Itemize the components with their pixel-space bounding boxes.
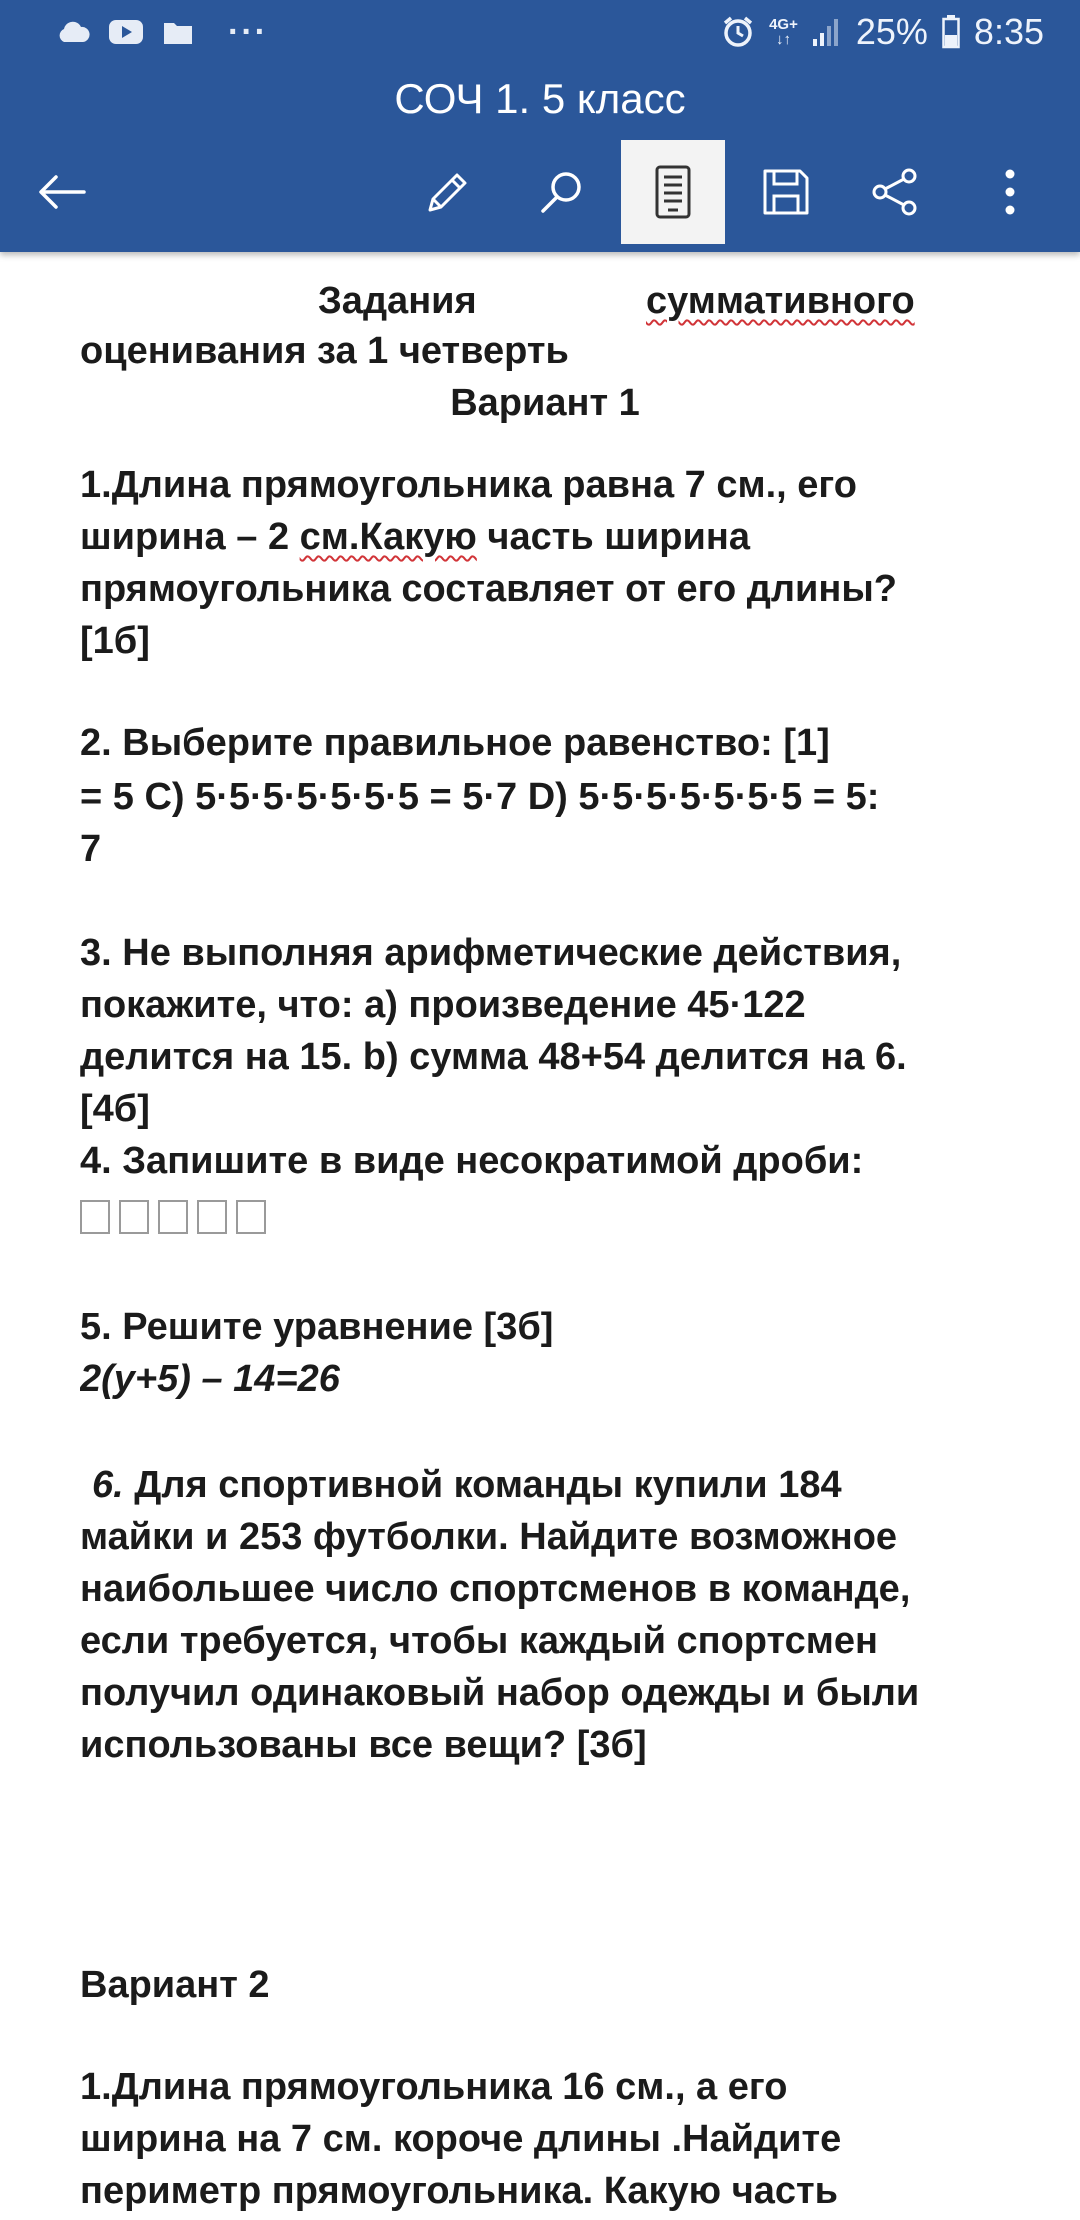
youtube-icon bbox=[108, 18, 144, 46]
q6-number: 6. bbox=[92, 1464, 124, 1506]
status-overflow: ··· bbox=[228, 12, 268, 51]
status-bar bbox=[0, 0, 1080, 64]
v2-q1-line: 1.Длина прямоугольника 16 см., а его bbox=[80, 2066, 788, 2108]
q1-line bbox=[80, 512, 1010, 562]
q2-line: 2. Выберите правильное равенство: [1] bbox=[80, 722, 830, 764]
heading-word-1: Задания bbox=[318, 280, 477, 322]
q3-line: делится на 15. b) сумма 48+54 делится на 6. bbox=[80, 1036, 907, 1078]
clock: 8:35 bbox=[973, 11, 1044, 52]
share-icon bbox=[869, 166, 921, 218]
q6-line: получил одинаковый набор одежды и были bbox=[80, 1672, 920, 1714]
missing-glyph-box bbox=[197, 1200, 227, 1234]
v2-q1-line: ширина на 7 см. короче длины .Найдите bbox=[80, 2118, 842, 2160]
heading-line-2: оценивания за 1 четверть bbox=[80, 330, 569, 372]
battery-icon bbox=[942, 15, 960, 49]
variant-1-heading: Вариант 1 bbox=[450, 382, 640, 424]
q4-line: 4. Запишите в виде несократимой дроби: bbox=[80, 1140, 864, 1182]
q1-line: [1б] bbox=[80, 620, 150, 662]
q3-line: [4б] bbox=[80, 1088, 150, 1130]
q6-line: если требуется, чтобы каждый спортсмен bbox=[80, 1620, 878, 1662]
search-icon bbox=[536, 166, 588, 218]
share-button[interactable] bbox=[843, 140, 947, 244]
missing-glyph-box bbox=[80, 1200, 110, 1234]
mobile-view-icon bbox=[653, 164, 693, 220]
toolbar bbox=[0, 140, 1080, 244]
q1-text: ширина – 2 bbox=[80, 516, 290, 558]
q5-equation: 2(у+5) – 14=26 bbox=[80, 1358, 340, 1400]
q1-text: часть ширина bbox=[476, 516, 750, 558]
q1-line: 1.Длина прямоугольника равна 7 см., его bbox=[80, 464, 857, 506]
back-button[interactable] bbox=[10, 140, 114, 244]
save-button[interactable] bbox=[734, 140, 838, 244]
q1-misspelled: см.Какую bbox=[299, 516, 477, 558]
status-right bbox=[721, 10, 1044, 54]
mobile-view-button[interactable] bbox=[621, 140, 725, 244]
search-button[interactable] bbox=[510, 140, 614, 244]
more-vert-icon bbox=[1003, 168, 1017, 216]
q2-line: 7 bbox=[80, 828, 102, 870]
network-type: 4G+ bbox=[769, 16, 798, 33]
battery-percent: 25% bbox=[855, 11, 928, 52]
missing-glyph-box bbox=[158, 1200, 188, 1234]
document-title: СОЧ 1. 5 класс bbox=[394, 75, 686, 122]
folder-icon bbox=[162, 18, 194, 46]
q6-line: использованы все вещи? [3б] bbox=[80, 1724, 647, 1766]
save-icon bbox=[760, 166, 812, 218]
missing-glyph-box bbox=[119, 1200, 149, 1234]
q2-options: = 5 C) 5·5·5·5·5·5·5 = 5·7 D) 5·5·5·5·5·5·5 = 5: bbox=[80, 776, 880, 818]
back-arrow-icon bbox=[36, 172, 88, 212]
missing-glyph-box bbox=[236, 1200, 266, 1234]
v2-q1-line: периметр прямоугольника. Какую часть bbox=[80, 2170, 838, 2212]
edit-button[interactable] bbox=[396, 140, 500, 244]
q6-text: Для спортивной команды купили 184 bbox=[123, 1464, 842, 1506]
app-bar bbox=[0, 0, 1080, 252]
variant-2-heading: Вариант 2 bbox=[80, 1964, 270, 2006]
more-button[interactable] bbox=[958, 140, 1062, 244]
heading-word-2: суммативного bbox=[646, 280, 915, 322]
cloud-icon bbox=[56, 20, 90, 44]
alarm-icon bbox=[721, 15, 755, 49]
signal-icon bbox=[812, 17, 842, 47]
status-left-icons bbox=[56, 14, 268, 50]
network-arrows: ↓↑ bbox=[775, 31, 791, 48]
q1-line: прямоугольника составляет от его длины? bbox=[80, 568, 897, 610]
q4-placeholder-boxes bbox=[80, 1190, 1010, 1240]
q6-line bbox=[80, 1460, 1010, 1510]
q5-line: 5. Решите уравнение [3б] bbox=[80, 1306, 554, 1348]
q6-line: майки и 253 футболки. Найдите возможное bbox=[80, 1516, 898, 1558]
q3-line: 3. Не выполняя арифметические действия, bbox=[80, 932, 902, 974]
document-body[interactable] bbox=[80, 252, 1010, 2220]
q3-line: покажите, что: а) произведение 45·122 bbox=[80, 984, 806, 1026]
edit-pencil-icon bbox=[422, 166, 474, 218]
q6-line: наибольшее число спортсменов в команде, bbox=[80, 1568, 911, 1610]
network-indicator bbox=[769, 17, 798, 47]
